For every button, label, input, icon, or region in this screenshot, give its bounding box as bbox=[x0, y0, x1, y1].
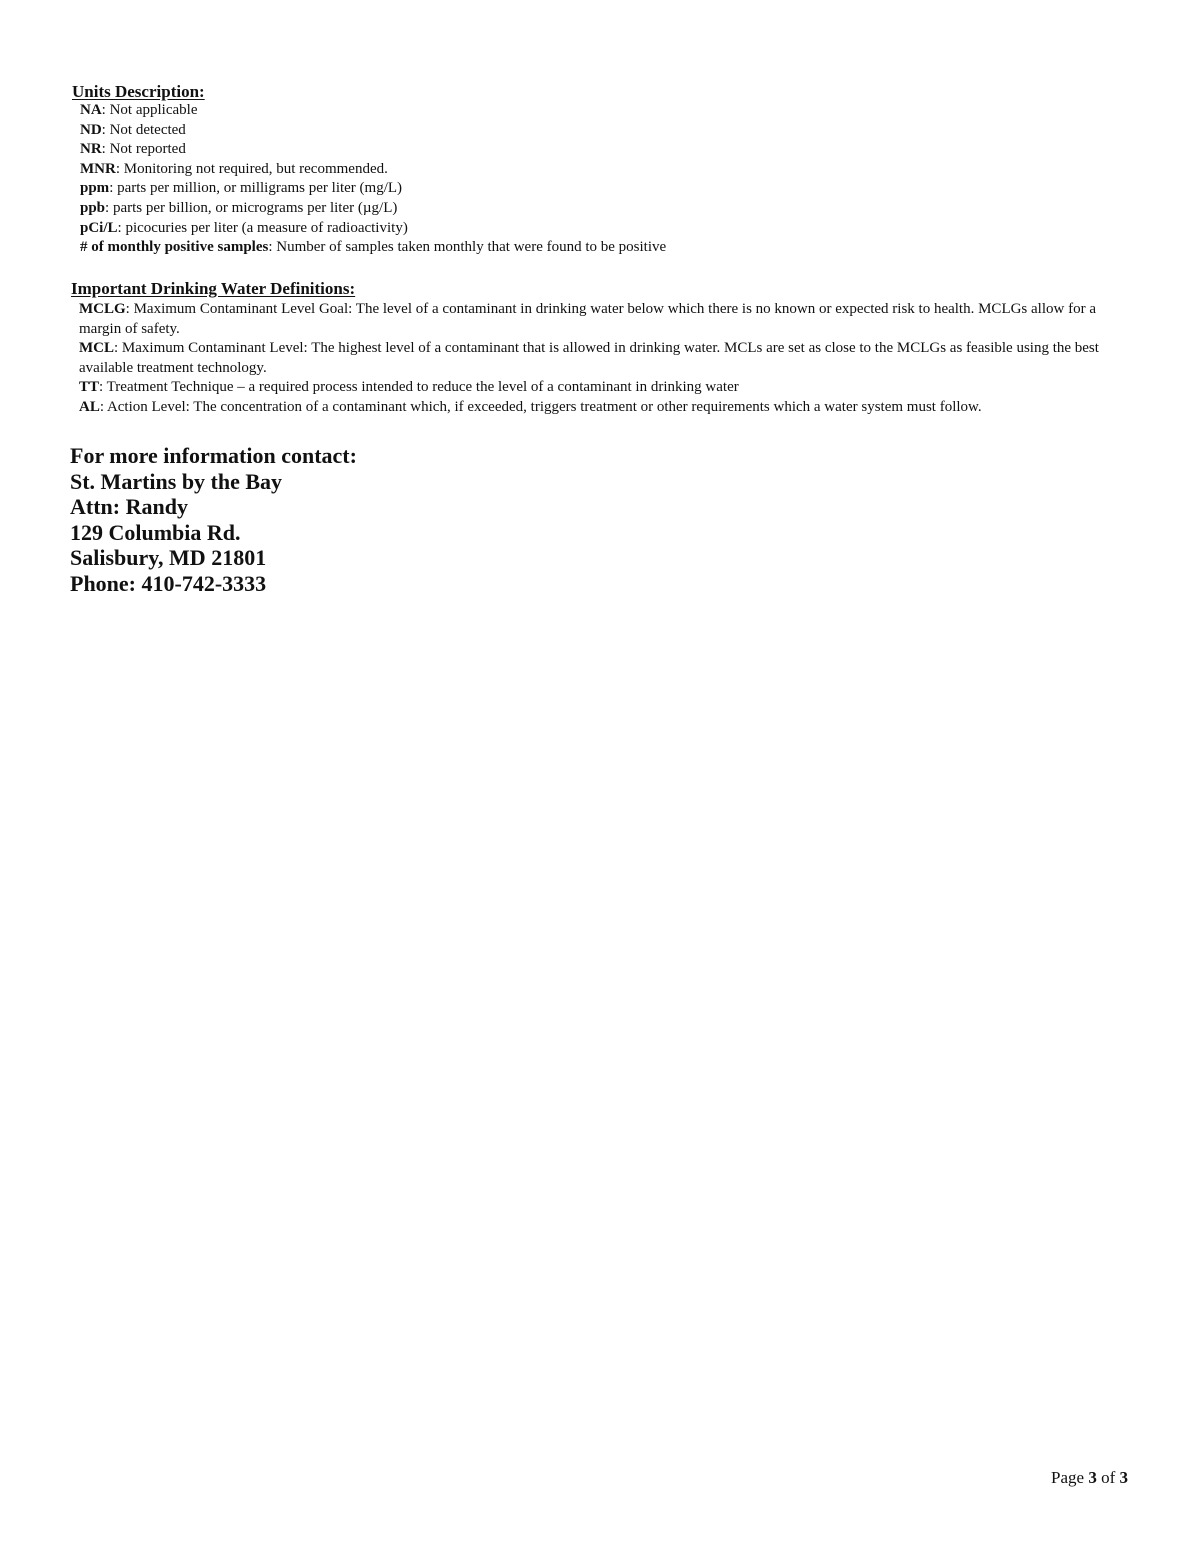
definition-item-tt: TT: Treatment Technique – a required process intended to reduce the level of a contaminant in drinking water bbox=[79, 379, 739, 395]
unit-desc: parts per million, or milligrams per liter (mg/L) bbox=[117, 180, 403, 197]
contact-block bbox=[70, 443, 530, 597]
unit-term: NR bbox=[80, 141, 102, 158]
unit-item-na: NA: Not applicable bbox=[80, 102, 198, 118]
contact-name: St. Martins by the Bay bbox=[70, 468, 283, 494]
contact-heading: For more information contact: bbox=[70, 443, 357, 468]
definition-desc: Maximum Contaminant Level Goal: The level of a contaminant in drinking water below which there is no known or expected risk to health. MCLGs allow for a margin of safety. bbox=[79, 301, 1096, 337]
units-list bbox=[80, 101, 800, 258]
definition-term: TT bbox=[79, 379, 100, 395]
unit-item-nr: NR: Not reported bbox=[80, 141, 186, 158]
definitions-heading: Important Drinking Water Definitions: bbox=[71, 279, 356, 298]
contact-city: Salisbury, MD 21801 bbox=[70, 545, 267, 571]
unit-desc: Not detected bbox=[109, 121, 186, 138]
page-current: 3 bbox=[1088, 1468, 1097, 1487]
unit-item-pci: pCi/L: picocuries per liter (a measure of radioactivity) bbox=[80, 219, 408, 236]
unit-desc: parts per billion, or micrograms per liter (µg/L) bbox=[112, 199, 398, 216]
definition-item-al: AL: Action Level: The concentration of a contaminant which, if exceeded, triggers treatment or other requirements which a water system must follow. bbox=[79, 398, 982, 415]
unit-desc: Not reported bbox=[109, 141, 186, 158]
unit-item-ppm: ppm: parts per million, or milligrams per liter (mg/L) bbox=[80, 180, 403, 197]
definitions-list bbox=[79, 300, 1139, 417]
unit-item-mnr: MNR: Monitoring not required, but recommended. bbox=[80, 160, 388, 177]
page-number: Page 3 of 3 bbox=[1051, 1468, 1128, 1487]
unit-term: pCi/L bbox=[80, 219, 118, 236]
unit-term: ppm bbox=[80, 180, 110, 197]
unit-term: # of monthly positive samples bbox=[80, 239, 269, 256]
page-total: 3 bbox=[1119, 1468, 1128, 1487]
definition-item-mcl: MCL: Maximum Contaminant Level: The highest level of a contaminant that is allowed in drinking water. MCLs are set as close to the MCLGs as feasible using the best available treatment technology. bbox=[79, 340, 1099, 376]
unit-term: NA bbox=[80, 102, 102, 118]
contact-attn: Attn: Randy bbox=[70, 494, 188, 520]
definition-item-mclg: MCLG: Maximum Contaminant Level Goal: The level of a contaminant in drinking water below which there is no known or expected risk to health. MCLGs allow for a margin of safety. bbox=[79, 301, 1096, 337]
unit-term: MNR bbox=[80, 160, 116, 177]
definition-desc: Action Level: The concentration of a contaminant which, if exceeded, triggers treatment or other requirements which a water system must follow. bbox=[106, 398, 982, 415]
unit-desc: Monitoring not required, but recommended. bbox=[123, 160, 388, 177]
definition-term: MCL bbox=[79, 340, 114, 356]
definition-desc: Maximum Contaminant Level: The highest level of a contaminant that is allowed in drinking water. MCLs are set as close to the MCLGs as feasible using the best available treatment technology. bbox=[79, 340, 1099, 376]
units-heading: Units Description: bbox=[72, 82, 205, 101]
unit-term: ND bbox=[80, 121, 102, 138]
unit-item-nd: ND: Not detected bbox=[80, 121, 186, 138]
contact-phone: Phone: 410-742-3333 bbox=[70, 570, 267, 596]
definition-term: MCLG bbox=[79, 301, 126, 317]
unit-item-ppb: ppb: parts per billion, or micrograms per liter (µg/L) bbox=[80, 199, 398, 216]
unit-item-positive-samples: # of monthly positive samples: Number of samples taken monthly that were found to be positive bbox=[80, 239, 667, 256]
unit-desc: picocuries per liter (a measure of radioactivity) bbox=[125, 219, 408, 236]
definition-term: AL bbox=[79, 398, 100, 415]
unit-desc: Not applicable bbox=[109, 102, 198, 118]
unit-term: ppb bbox=[80, 199, 106, 216]
unit-desc: Number of samples taken monthly that were found to be positive bbox=[276, 239, 667, 256]
definition-desc: Treatment Technique – a required process intended to reduce the level of a contaminant in drinking water bbox=[106, 379, 739, 395]
contact-street: 129 Columbia Rd. bbox=[70, 519, 241, 545]
